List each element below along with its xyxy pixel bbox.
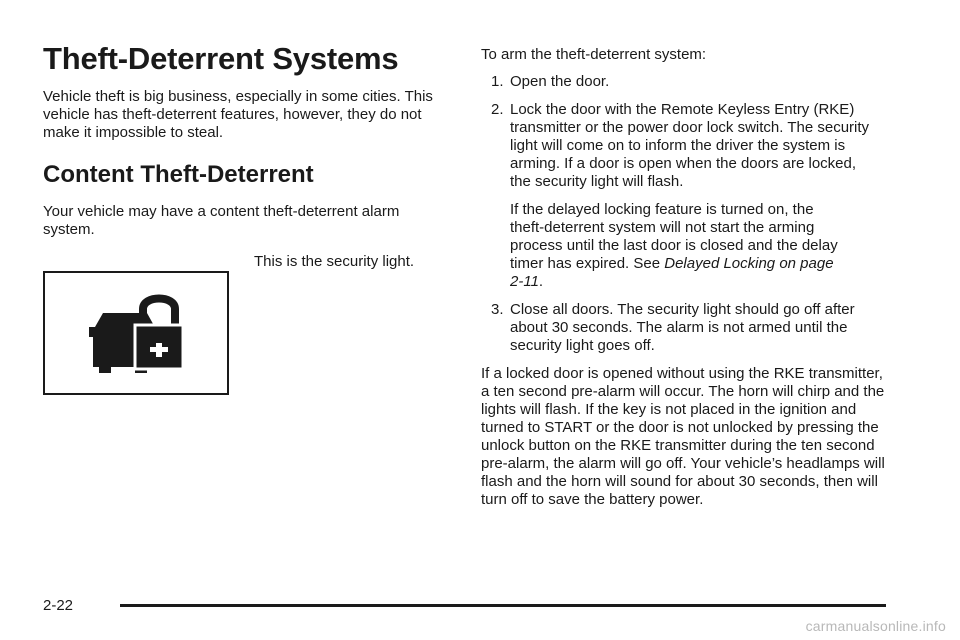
page-title: Theft-Deterrent Systems (43, 41, 399, 76)
cross-reference-link[interactable]: Delayed Locking on page 2-11 (510, 255, 834, 290)
step-subtext-end: . (538, 273, 544, 290)
security-light-caption: This is the security light. (254, 253, 415, 270)
footer-rule (120, 604, 886, 607)
arm-heading: To arm the theft-deterrent system: (481, 46, 707, 63)
closing-paragraph: If a locked door is opened without using the RKE transmitter, a ten second pre-alarm will occur. The horn will chirp and the lights will flash. If the key is not placed in the ignition and turned to START or the door is not unlocked by pressing the unlock button on the RKE transmitter during the ten second pre-alarm, the alarm will go off. Your vehicle’s headlamps will flash and the horn will sound for about 30 seconds, then will turn off to save the battery power. (481, 365, 885, 508)
security-light-icon (85, 291, 189, 377)
page-number: 2-22 (43, 597, 74, 614)
watermark: carmanualsonline.info (805, 618, 946, 634)
security-light-illustration (43, 271, 229, 395)
right-column (481, 46, 901, 509)
intro-paragraph: Vehicle theft is big business, especially in some cities. This vehicle has theft-deterrent features, however, they do not make it impossible to steal. (43, 88, 433, 141)
list-item (481, 301, 901, 355)
section-paragraph: Your vehicle may have a content theft-deterrent alarm system. (43, 203, 400, 238)
left-column (43, 40, 443, 393)
list-item (481, 101, 901, 291)
arming-steps (481, 73, 901, 355)
step-text: Close all doors. The security light should go off after about 30 seconds. The alarm is not armed until the security light goes off. (510, 301, 855, 354)
step-number: 3. (491, 301, 504, 318)
step-text: Lock the door with the Remote Keyless Entry (RKE) transmitter or the power door lock switch. The security light will come on to inform the driver the system is arming. If a door is open when the doors are locked, the security light will flash. (510, 101, 870, 190)
step-text: Open the door. (510, 73, 610, 90)
list-item (481, 73, 901, 91)
step-number: 1. (491, 73, 504, 90)
step-subtext: If the delayed locking feature is turned on, the theft-deterrent system will not start the arming process until the last door is closed and the delay timer has expired. See (510, 201, 838, 272)
step-subparagraph (510, 201, 850, 291)
step-number: 2. (491, 101, 504, 118)
section-heading: Content Theft-Deterrent (43, 161, 314, 188)
security-light-row (43, 253, 443, 393)
